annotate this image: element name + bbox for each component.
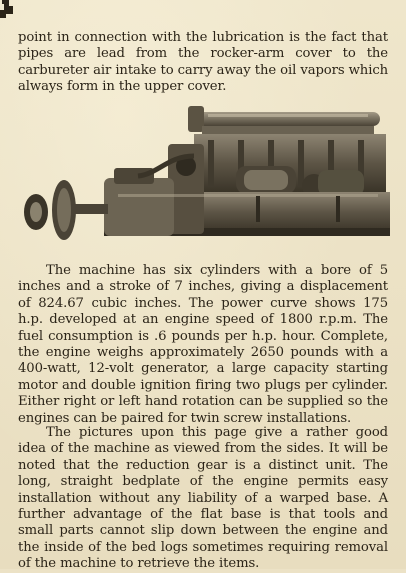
engine-illustration [18, 104, 392, 254]
paragraph-lubrication: point in connection with the lubrication is the fact that pipes are lead from the rocker-arm cover to the carbureter air intake to carry away the oil vapors which always form in the upper cover. [18, 30, 388, 95]
page-corner-ornament [0, 0, 16, 18]
paragraph-pictures: The pictures upon this page give a rather good idea of the machine as viewed from the sides. It will be noted that the reduction gear is a distinct unit. The long, straight bedplate of the engine permits easy installation without any liability of a warped base. A further advantage of the flat base is that tools and small parts cannot slip down between the engine and the inside of the bed logs sometimes requiring removal of the machine to retrieve the items. [18, 425, 388, 572]
engine-photo [18, 104, 392, 254]
paragraph-specifications: The machine has six cylinders with a bore of 5 inches and a stroke of 7 inches, giving a displacement of 824.67 cubic inches. The power curve shows 175 h.p. developed at an engine speed of 1800 r.p.m. The fuel consumption is .6 pounds per h.p. hour. Complete, the engine weighs approximately 2650 pounds with a 400-watt, 12-volt generator, a large capacity starting motor and double ignition firing two plugs per cylinder. Either right or left hand rotation can be supplied so the engines can be paired for twin screw installations. [18, 263, 388, 426]
